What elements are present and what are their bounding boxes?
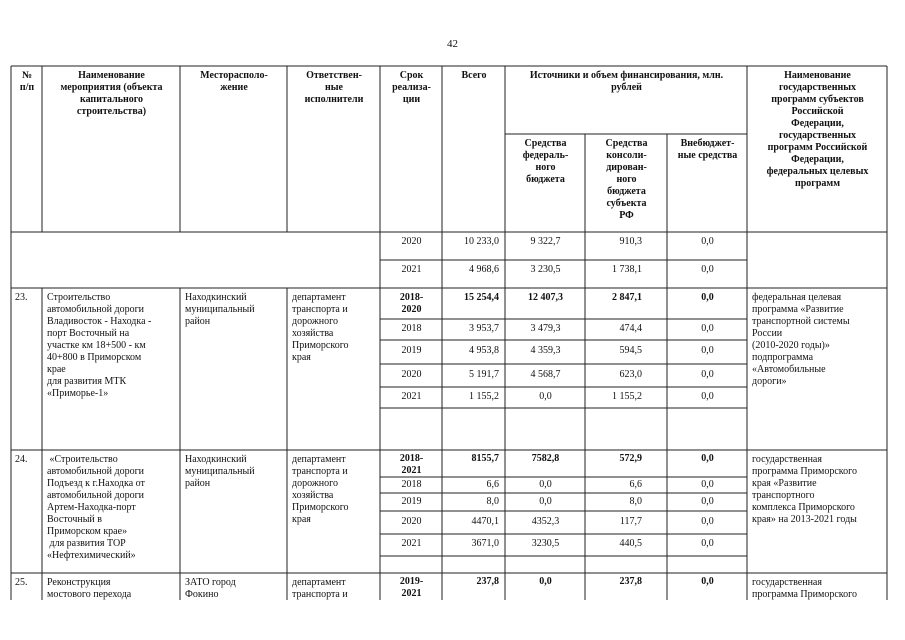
item24-year: 2020: [401, 516, 422, 527]
item23-consolidated: 623,0: [619, 369, 642, 380]
item23-consolidated: 594,5: [619, 345, 642, 356]
item24-total: 3671,0: [471, 538, 499, 549]
item25-federal: 0,0: [539, 576, 552, 587]
item23-consolidated: 1 155,2: [612, 391, 642, 402]
item24-name: «Строительство автомобильной дороги Подъезд к г.Находка от автомобильной дороги Артем-Находка-порт Восточный в Приморском крае» для развития ТОР «Нефтехимический»: [47, 454, 145, 561]
item23-consolidated: 474,4: [619, 323, 642, 334]
item24-term: 2018- 2021: [399, 453, 424, 476]
cont-year: 2021: [401, 264, 422, 275]
header-executors: Ответствен- ные исполнители: [304, 70, 364, 105]
item24-federal: 3230,5: [531, 538, 560, 549]
item24-extra: 0,0: [701, 453, 714, 464]
item23-federal: 4 568,7: [530, 369, 561, 380]
cont-extra: 0,0: [701, 236, 714, 247]
item23-total: 4 953,8: [469, 345, 499, 356]
item23-total: 5 191,7: [469, 369, 499, 380]
cont-federal: 9 322,7: [530, 236, 561, 247]
item24-extra: 0,0: [701, 479, 714, 490]
item24-consolidated: 6,6: [629, 479, 642, 490]
item23-federal: 12 407,3: [528, 292, 563, 303]
cont-federal: 3 230,5: [530, 264, 561, 275]
header-sources: Источники и объем финансирования, млн. рублей: [529, 70, 724, 93]
item25-executors: департамент транспорта и: [292, 577, 348, 600]
item23-federal: 0,0: [539, 391, 552, 402]
item24-total: 6,6: [486, 479, 499, 490]
item24-extra: 0,0: [701, 538, 714, 549]
item23-consolidated: 2 847,1: [612, 292, 642, 303]
item24-total: 4470,1: [471, 516, 499, 527]
item24-total: 8,0: [486, 496, 499, 507]
item23-total: 15 254,4: [464, 292, 499, 303]
page-number: 42: [447, 38, 458, 50]
item25-num: 25.: [15, 577, 28, 588]
item24-executors: департамент транспорта и дорожного хозяйства Приморского края: [292, 454, 349, 525]
header-extrabudget: Внебюджет- ные средства: [677, 138, 738, 161]
item25-total: 237,8: [476, 576, 499, 587]
item25-name: Реконструкция мостового перехода: [47, 577, 132, 600]
item23-extra: 0,0: [701, 391, 714, 402]
item24-consolidated: 572,9: [619, 453, 642, 464]
item24-federal: 0,0: [539, 479, 552, 490]
item24-num: 24.: [15, 454, 28, 465]
item23-extra: 0,0: [701, 345, 714, 356]
item25-extra: 0,0: [701, 576, 714, 587]
item23-extra: 0,0: [701, 292, 714, 303]
item23-location: Находкинский муниципальный район: [185, 292, 255, 327]
item25-location: ЗАТО город Фокино: [185, 577, 236, 600]
item23-year: 2021: [401, 391, 422, 402]
header-federal: Средства федераль- ного бюджета: [522, 138, 569, 185]
cont-consolidated: 1 738,1: [612, 264, 642, 275]
item23-federal: 3 479,3: [530, 323, 561, 334]
item23-total: 3 953,7: [469, 323, 499, 334]
item24-year: 2021: [401, 538, 422, 549]
item25-program: государственная программа Приморского: [752, 577, 857, 600]
item24-program: государственная программа Приморского края «Развитие транспортного комплекса Приморского края» на 2013-2021 годы: [752, 454, 857, 525]
item24-year: 2018: [401, 479, 422, 490]
header-term: Срок реализа- ции: [392, 70, 431, 105]
item24-consolidated: 8,0: [629, 496, 642, 507]
item23-federal: 4 359,3: [530, 345, 561, 356]
item23-year: 2018: [401, 323, 422, 334]
item23-name: Строительство автомобильной дороги Владивосток - Находка - порт Восточный на участке км 18+500 - км 40+800 в Приморском крае для развития МТК «Приморье-1»: [47, 292, 152, 399]
item25-consolidated: 237,8: [619, 576, 642, 587]
item24-federal: 7582,8: [531, 453, 560, 464]
item23-term: 2018- 2020: [399, 292, 424, 315]
item24-consolidated: 117,7: [619, 516, 642, 527]
cont-total: 10 233,0: [464, 236, 499, 247]
item23-total: 1 155,2: [469, 391, 499, 402]
item24-federal: 4352,3: [531, 516, 560, 527]
cont-year: 2020: [401, 236, 422, 247]
cont-total: 4 968,6: [469, 264, 499, 275]
item24-federal: 0,0: [539, 496, 552, 507]
cont-consolidated: 910,3: [619, 236, 642, 247]
item24-consolidated: 440,5: [619, 538, 642, 549]
item23-year: 2019: [401, 345, 422, 356]
item24-year: 2019: [401, 496, 422, 507]
item23-extra: 0,0: [701, 369, 714, 380]
header-consolidated: Средства консоли- дирован- ного бюджета субъекта РФ: [605, 138, 648, 221]
item24-location: Находкинский муниципальный район: [185, 454, 255, 489]
item23-num: 23.: [15, 292, 28, 303]
item23-executors: департамент транспорта и дорожного хозяйства Приморского края: [292, 292, 349, 363]
item23-extra: 0,0: [701, 323, 714, 334]
item23-program: федеральная целевая программа «Развитие транспортной системы России (2010-2020 годы)» подпрограмма «Автомобильные дороги»: [752, 292, 850, 387]
header-location: Месторасполо- жение: [200, 70, 268, 93]
header-programs: Наименование государственных программ субъектов Российской Федерации, государственных программ Российской Федерации, федеральных целевых программ: [766, 70, 869, 189]
item24-extra: 0,0: [701, 516, 714, 527]
item24-total: 8155,7: [471, 453, 499, 464]
header-total: Всего: [461, 70, 487, 81]
item24-extra: 0,0: [701, 496, 714, 507]
item23-year: 2020: [401, 369, 422, 380]
header-num: № п/п: [19, 70, 35, 93]
cont-extra: 0,0: [701, 264, 714, 275]
item25-term: 2019- 2021: [399, 576, 424, 599]
header-name: Наименование мероприятия (объекта капитального строительства): [60, 70, 163, 117]
